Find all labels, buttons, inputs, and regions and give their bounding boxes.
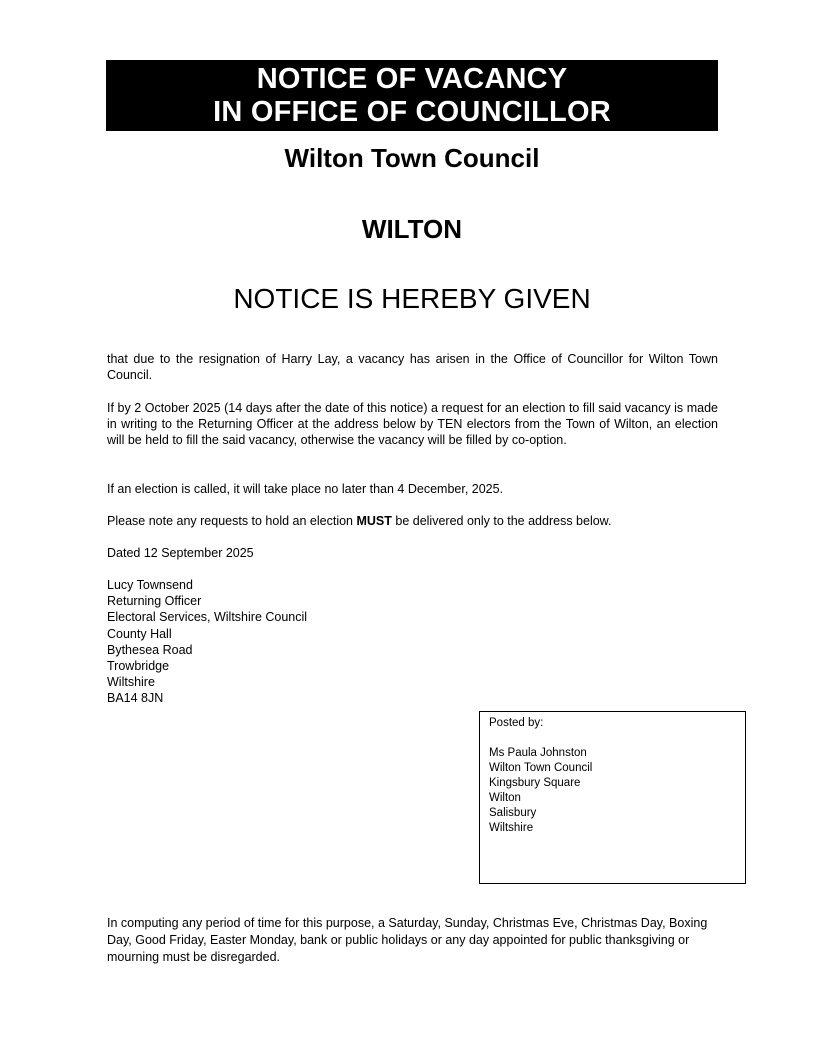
election-date-paragraph: If an election is called, it will take place no later than 4 December, 2025. (107, 482, 504, 496)
posted-by-line: Ms Paula Johnston (489, 747, 587, 759)
notice-heading: NOTICE IS HEREBY GIVEN (233, 283, 591, 314)
address-line: Electoral Services, Wiltshire Council (107, 610, 308, 625)
banner-title-line-1: NOTICE OF VACANCY (256, 63, 568, 95)
notice-banner (106, 60, 718, 131)
address-line: Bythesea Road (107, 642, 193, 657)
address-line: County Hall (107, 626, 172, 641)
dated-line: Dated 12 September 2025 (107, 546, 254, 560)
delivery-note-paragraph (107, 513, 718, 529)
address-line: BA14 8JN (107, 691, 164, 706)
delivery-note-text-before: Please note any requests to hold an election (107, 514, 357, 528)
banner-title-line-2: IN OFFICE OF COUNCILLOR (213, 96, 611, 128)
posted-by-line: Wilton Town Council (489, 762, 593, 774)
delivery-note-emphasis: MUST (356, 514, 392, 528)
returning-officer-address (107, 577, 307, 707)
delivery-note-text-after: be delivered only to the address below. (391, 514, 612, 528)
address-line: Returning Officer (107, 594, 202, 609)
posted-by-line: Kingsbury Square (489, 777, 581, 789)
election-request-paragraph: If by 2 October 2025 (14 days after the date of this notice) a request for an election to fill said vacancy is made in writing to the Returning Officer at the address below by TEN electors from the Town of Wilton, an election will be held to fill the said vacancy, otherwise the vacancy will be filled by co-option. (107, 401, 718, 448)
address-line: Trowbridge (107, 659, 170, 674)
address-line: Wiltshire (107, 675, 155, 690)
address-line: Lucy Townsend (107, 578, 193, 592)
posted-by-box (479, 711, 746, 884)
resignation-paragraph: that due to the resignation of Harry Lay, a vacancy has arisen in the Office of Councillor for Wilton Town Council. (107, 352, 718, 383)
posted-by-line: Salisbury (489, 807, 537, 819)
council-name: Wilton Town Council (284, 143, 540, 173)
posted-by-line: Wiltshire (489, 822, 534, 834)
posted-by-line: Wilton (489, 792, 521, 804)
parish-name: WILTON (361, 214, 463, 244)
posted-by-heading: Posted by: (489, 717, 544, 729)
footer-note: In computing any period of time for this purpose, a Saturday, Sunday, Christmas Eve, Christmas Day, Boxing Day, Good Friday, Easter Monday, bank or public holidays or any day appointed for public thanksgiving or mourning must be disregarded. (107, 916, 708, 964)
